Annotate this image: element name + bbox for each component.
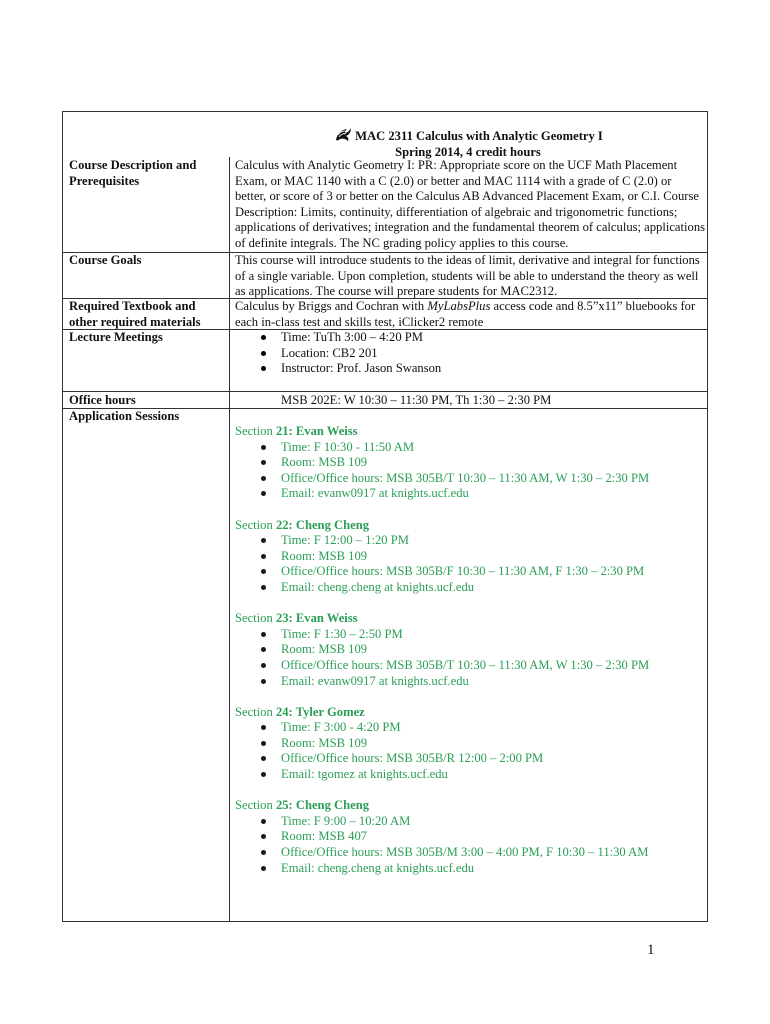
section-item: Email: tgomez at knights.ucf.edu	[235, 767, 705, 783]
goals-label: Course Goals	[69, 253, 142, 267]
application-sessions-label: Application Sessions	[69, 409, 180, 423]
row-divider	[63, 391, 707, 392]
section-prefix: Section	[235, 704, 276, 719]
section-title: 22: Cheng Cheng	[275, 517, 370, 532]
page-number: 1	[647, 942, 655, 958]
section-block-25	[235, 798, 705, 876]
textbook-pre: Calculus by Briggs and Cochran with	[235, 299, 428, 313]
section-heading	[235, 611, 705, 627]
section-item: Time: F 12:00 – 1:20 PM	[235, 533, 705, 549]
course-term: Spring 2014, 4 credit hours	[395, 144, 541, 159]
column-divider	[229, 157, 230, 922]
section-title: 24: Tyler Gomez	[275, 704, 365, 719]
section-prefix: Section	[235, 611, 276, 626]
section-heading	[235, 518, 705, 534]
section-item: Office/Office hours: MSB 305B/T 10:30 – 11:30 AM, W 1:30 – 2:30 PM	[235, 471, 705, 487]
description-label: Course Description and Prerequisites	[69, 158, 197, 188]
section-title: 23: Evan Weiss	[275, 611, 358, 626]
lecture-item: Time: TuTh 3:00 – 4:20 PM	[235, 330, 705, 346]
textbook-text	[235, 299, 705, 330]
sections-list	[235, 424, 705, 892]
section-item: Email: evanw0917 at knights.ucf.edu	[235, 674, 705, 690]
section-heading	[235, 705, 705, 721]
section-heading	[235, 798, 705, 814]
textbook-label: Required Textbook and other required materials	[69, 299, 201, 329]
section-block-22	[235, 518, 705, 596]
section-item: Email: cheng.cheng at knights.ucf.edu	[235, 861, 705, 877]
lecture-list	[235, 330, 705, 377]
section-item: Time: F 10:30 - 11:50 AM	[235, 440, 705, 456]
course-title: MAC 2311 Calculus with Analytic Geometry I	[355, 129, 603, 143]
goals-text: This course will introduce students to the ideas of limit, derivative and integral for functions of a single variable. Upon completion, students will be able to understand the theory as well as applications. The course will prepare students for MAC2312.	[235, 253, 700, 299]
section-prefix: Section	[235, 517, 276, 532]
section-item: Room: MSB 109	[235, 455, 705, 471]
lecture-item: Location: CB2 201	[235, 346, 705, 362]
lecture-label: Lecture Meetings	[69, 330, 163, 344]
section-heading	[235, 424, 705, 440]
section-item: Email: evanw0917 at knights.ucf.edu	[235, 486, 705, 502]
office-hours-label: Office hours	[69, 393, 136, 407]
section-block-24	[235, 705, 705, 783]
section-title: 25: Cheng Cheng	[275, 798, 370, 813]
textbook-italic: MyLabsPlus	[427, 299, 491, 313]
section-item: Room: MSB 109	[235, 549, 705, 565]
section-item: Time: F 1:30 – 2:50 PM	[235, 627, 705, 643]
section-item: Office/Office hours: MSB 305B/M 3:00 – 4:00 PM, F 10:30 – 11:30 AM	[235, 845, 705, 861]
ucf-pegasus-logo-icon	[333, 125, 353, 143]
section-prefix: Section	[235, 424, 276, 438]
section-title: 21: Evan Weiss	[275, 424, 358, 438]
section-item: Room: MSB 407	[235, 829, 705, 845]
lecture-item: Instructor: Prof. Jason Swanson	[235, 361, 705, 377]
section-item: Room: MSB 109	[235, 736, 705, 752]
section-item: Office/Office hours: MSB 305B/F 10:30 – 11:30 AM, F 1:30 – 2:30 PM	[235, 564, 705, 580]
syllabus-table	[62, 111, 708, 922]
section-item: Time: F 3:00 - 4:20 PM	[235, 720, 705, 736]
course-header	[229, 125, 707, 160]
section-prefix: Section	[235, 798, 276, 813]
section-item: Office/Office hours: MSB 305B/T 10:30 – 11:30 AM, W 1:30 – 2:30 PM	[235, 658, 705, 674]
section-block-21	[235, 424, 705, 502]
description-text: Calculus with Analytic Geometry I: PR: Appropriate score on the UCF Math Placement Exam, or MAC 1140 with a C (2.0) or better and MAC 1114 with a grade of C (2.0) or better, or score of 3 or better on the Calculus AB Advanced Placement Exam, or C.I. Course Description: Limits, continuity, differentiation of algebraic and trigonometric functions; applications of derivatives; integration and the fundamental theorem of calculus; applications of definite integrals. The NC grading policy applies to this course.	[235, 158, 706, 250]
section-block-23	[235, 611, 705, 689]
textbook-post: access code and 8.5”x11” bluebooks for each in-class test and skills test, iClicker2 remote	[235, 299, 696, 329]
section-item: Office/Office hours: MSB 305B/R 12:00 – 2:00 PM	[235, 751, 705, 767]
office-hours-text: MSB 202E: W 10:30 – 11:30 PM, Th 1:30 – 2:30 PM	[281, 393, 552, 407]
section-item: Room: MSB 109	[235, 642, 705, 658]
section-item: Email: cheng.cheng at knights.ucf.edu	[235, 580, 705, 596]
section-item: Time: F 9:00 – 10:20 AM	[235, 814, 705, 830]
